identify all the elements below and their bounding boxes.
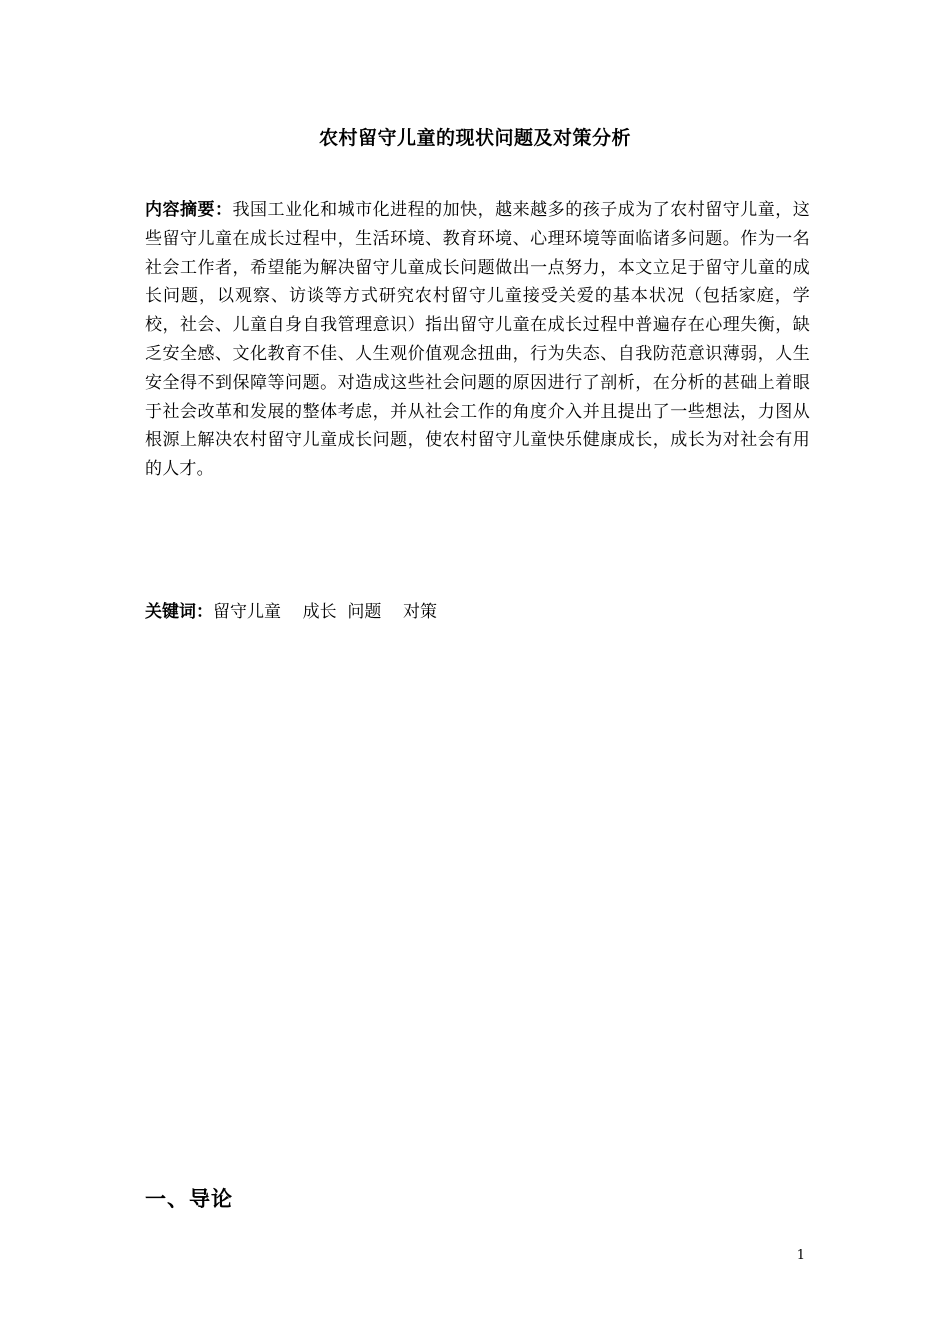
abstract-text: 我国工业化和城市化进程的加快，越来越多的孩子成为了农村留守儿童，这些留守儿童在成长过程中，生活环境、教育环境、心理环境等面临诸多问题。作为一名社会工作者，希望能为解决留守儿童成长问题做出一点努力，本文立足于留守儿童的成长问题，以观察、访谈等方式研究农村留守儿童接受关爱的基本状况（包括家庭，学校，社会、儿童自身自我管理意识）指出留守儿童在成长过程中普遍存在心理失衡，缺乏安全感、文化教育不佳、人生观价值观念扭曲，行为失态、自我防范意识薄弱，人生安全得不到保障等问题。对造成这些社会问题的原因进行了剖析，在分析的甚础上着眼于社会改革和发展的整体考虑，并从社会工作的角度介入并且提出了一些想法，力图从根源上解决农村留守儿童成长问题，使农村留守儿童快乐健康成长，成长为对社会有用的人才。 (145, 200, 810, 480)
keywords-label: 关键词： (145, 602, 213, 622)
page-number: 1 (796, 1248, 805, 1263)
abstract-label: 内容摘要： (145, 200, 233, 220)
abstract-paragraph (145, 196, 810, 484)
section-heading: 一、导论 (145, 1187, 233, 1211)
document-title: 农村留守儿童的现状问题及对策分析 (318, 127, 631, 149)
keywords-line (145, 598, 810, 626)
keywords-text: 留守儿童 成长 问题 对策 (213, 602, 438, 622)
